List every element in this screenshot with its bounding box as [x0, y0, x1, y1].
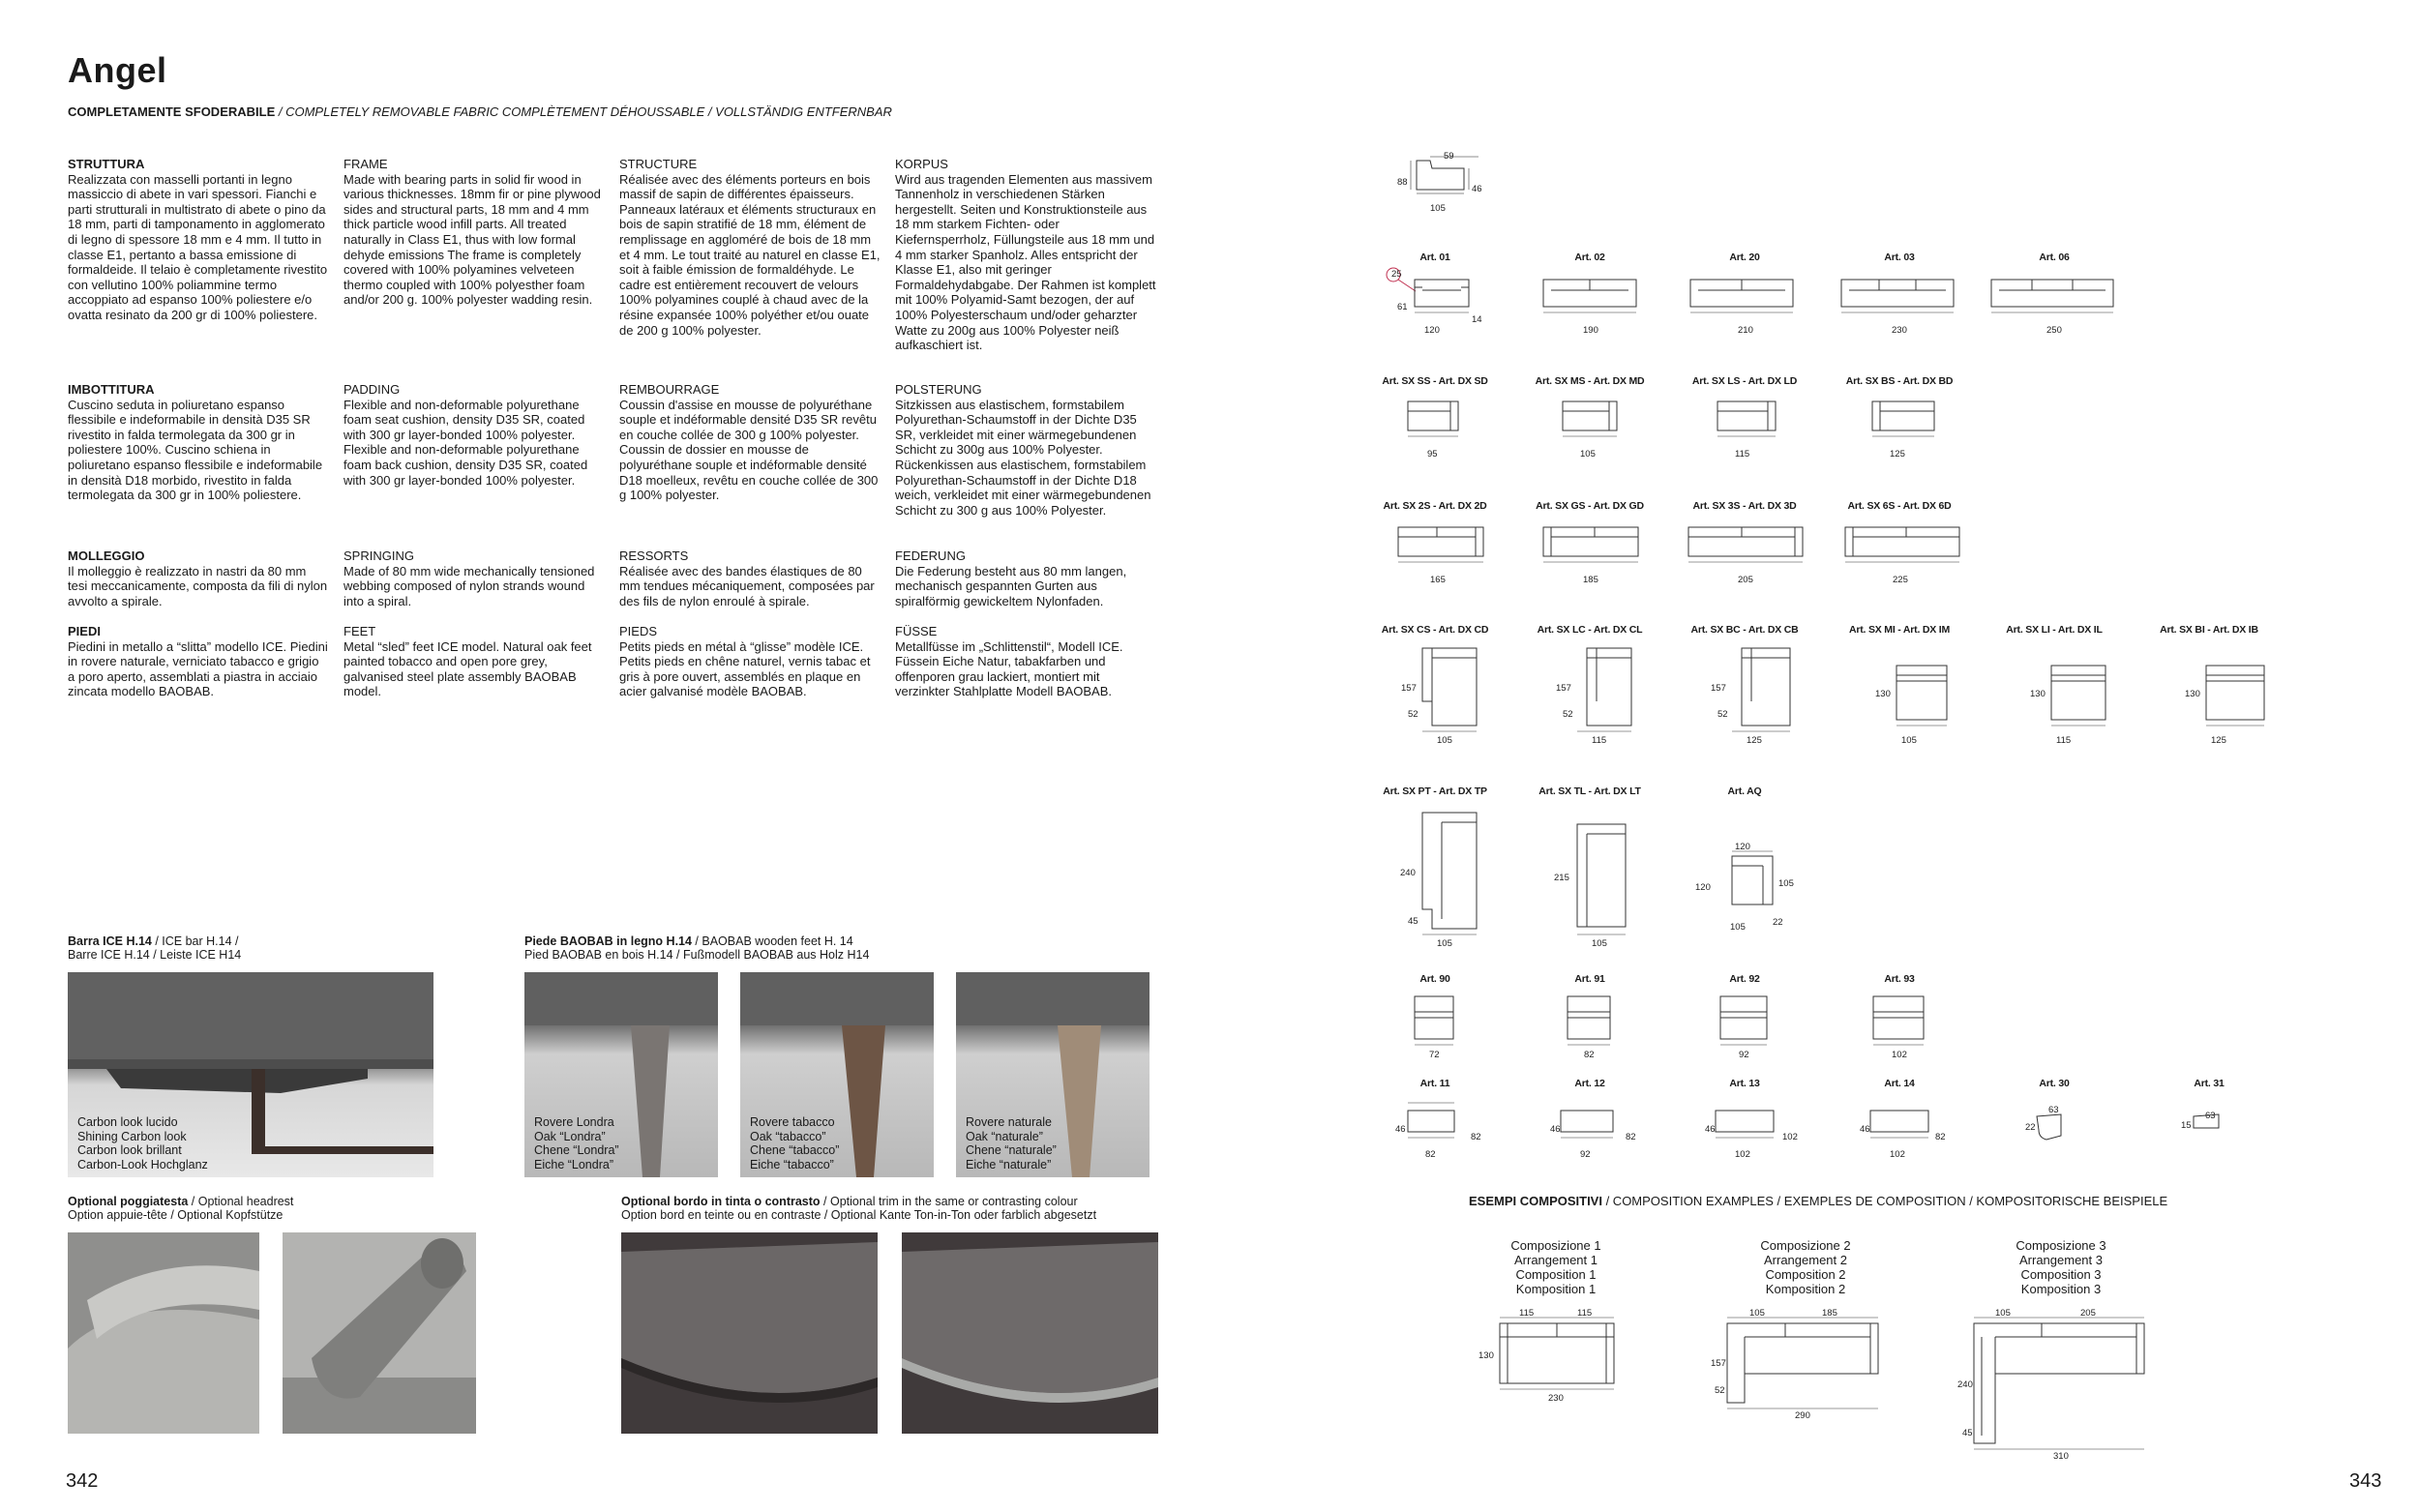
- d-row7-82b: 82: [1626, 1132, 1636, 1142]
- trim-caption-rest: / Optional trim in the same or contrasting colour: [820, 1195, 1078, 1208]
- w-art20: 210: [1738, 325, 1753, 336]
- naturale-label: [966, 1115, 1057, 1171]
- label-row4-3: Art. SX MI - Art. DX IM: [1848, 624, 1951, 636]
- row5-b-215: 215: [1554, 873, 1569, 883]
- ice-label: [77, 1115, 208, 1171]
- piedi-de: [895, 624, 1156, 699]
- s-row4-2: 52: [1717, 709, 1728, 720]
- trim-photo-1: [621, 1232, 878, 1434]
- esempi-heading-bold: ESEMPI COMPOSITIVI: [1469, 1194, 1602, 1208]
- label-row5-1: Art. SX TL - Art. DX LT: [1538, 786, 1641, 797]
- molleggio-de-heading: FEDERUNG: [895, 548, 966, 563]
- w-row2-1: 105: [1580, 449, 1596, 460]
- label-row7-4: Art. 30: [2039, 1078, 2070, 1089]
- d-row7-46a: 46: [1395, 1124, 1406, 1135]
- molleggio-it-text: Il molleggio è realizzato in nastri da 80 mm tesi meccanicamente, composta da fili di nylon avvolto a spirale.: [68, 563, 328, 608]
- imbottitura-de-heading: POLSTERUNG: [895, 382, 982, 397]
- imbottitura-it-heading: IMBOTTITURA: [68, 382, 155, 397]
- headrest-drawing-1: [68, 1232, 259, 1434]
- label-row6-2: Art. 92: [1729, 973, 1760, 985]
- ice-caption-rest: / ICE bar H.14 /: [151, 934, 239, 948]
- key-dim-14: 14: [1472, 314, 1482, 325]
- struttura-de-heading: KORPUS: [895, 157, 948, 171]
- label-row4-0: Art. SX CS - Art. DX CD: [1381, 624, 1489, 636]
- piedi-en: [343, 624, 605, 699]
- subtitle: [68, 104, 892, 119]
- row3-drawings: [1398, 527, 1979, 585]
- label-row6-1: Art. 91: [1574, 973, 1605, 985]
- comp-2-dim-1: 185: [1822, 1308, 1837, 1319]
- row5-a-45: 45: [1408, 916, 1419, 927]
- imbottitura-en-heading: PADDING: [343, 382, 401, 397]
- imbottitura-en-text: Flexible and non-deformable polyurethane foam seat cushion, density D35 SR, coated with 300 gr layer-bonded 100% polyester. Flexible and non-deformable polyurethane foam back cushion, density D35 SR, coated with 300 gr layer-bonded 100% polyester.: [343, 397, 588, 488]
- w-art06: 250: [2046, 325, 2062, 336]
- key-dim-105: 105: [1430, 203, 1446, 214]
- comp-2-line-3: Komposition 2: [1765, 1282, 1846, 1296]
- comp-1-dim-3: 230: [1548, 1393, 1564, 1404]
- naturale-foot-photo: [956, 972, 1150, 1177]
- comp-1-line-0: Composizione 1: [1510, 1238, 1601, 1253]
- w-row4-4: 115: [2056, 735, 2072, 746]
- tabacco-label: [750, 1115, 839, 1171]
- comp-2-dim-0: 105: [1749, 1308, 1765, 1319]
- label-row7-2: Art. 13: [1729, 1078, 1760, 1089]
- trim-caption-bold: Optional bordo in tinta o contrasto: [621, 1195, 821, 1208]
- molleggio-fr-heading: RESSORTS: [619, 548, 689, 563]
- imbottitura-it: [68, 382, 329, 503]
- tabacco-label-2: Chene “tabacco”: [750, 1143, 840, 1157]
- comp-1-label: [1510, 1238, 1600, 1296]
- label-art-06: Art. 06: [2039, 252, 2070, 263]
- subtitle-bold: COMPLETAMENTE SFODERABILE: [68, 104, 276, 119]
- comp-1-line-2: Composition 1: [1515, 1267, 1597, 1282]
- row5-drawings: [1422, 813, 1829, 948]
- w-art01: 120: [1424, 325, 1440, 336]
- struttura-it-text: Realizzata con masselli portanti in legno massiccio di abete in vari spessori. Fianchi e parti strutturali in multistrato di abete o pino da 18 mm, parti di tamponamento in agglomerato di legno di spessore 18 mm e 4 mm. Il tutto in classe E1, pertanto a bassa emissione di formaldeide. Il telaio è completamente rivestito con vellutino 100% poliammine termo accoppiato ad espanso 100% poliestere e/o ovatta resinato da 200 gr di 100% poliestere.: [68, 171, 328, 322]
- label-row5-0: Art. SX PT - Art. DX TP: [1383, 786, 1487, 797]
- s-row4-0: 52: [1408, 709, 1419, 720]
- londra-label-2: Chene “Londra”: [534, 1143, 619, 1157]
- tabacco-label-3: Eiche “tabacco”: [750, 1157, 834, 1171]
- w-row7-0: 82: [1425, 1149, 1436, 1160]
- londra-label-3: Eiche “Londra”: [534, 1157, 613, 1171]
- d-row7-102c: 102: [1782, 1132, 1798, 1142]
- comp-1-line-3: Komposition 1: [1515, 1282, 1597, 1296]
- molleggio-en: [343, 548, 605, 608]
- row5-b-105: 105: [1592, 938, 1607, 949]
- baobab-caption-bold: Piede BAOBAB in legno H.14: [524, 934, 692, 948]
- d-row4-4: 130: [2030, 689, 2046, 699]
- key-dim-46: 46: [1472, 184, 1482, 194]
- label-row2-1: Art. SX MS - Art. DX MD: [1535, 375, 1645, 387]
- headrest-caption-line2: Option appuie-tête / Optional Kopfstütze: [68, 1208, 284, 1222]
- label-row4-1: Art. SX LC - Art. DX CL: [1537, 624, 1643, 636]
- label-row2-2: Art. SX LS - Art. DX LD: [1691, 375, 1798, 387]
- tabacco-label-0: Rovere tabacco: [750, 1115, 835, 1129]
- imbottitura-de: [895, 382, 1156, 518]
- headrest-drawing-2: [283, 1232, 476, 1434]
- londra-label-1: Oak “Londra”: [534, 1129, 606, 1143]
- label-row2-3: Art. SX BS - Art. DX BD: [1845, 375, 1954, 387]
- piedi-it: [68, 624, 329, 699]
- row5-a-105: 105: [1437, 938, 1452, 949]
- row1-drawings: [1393, 266, 1974, 343]
- d-row7-46d: 46: [1860, 1124, 1870, 1135]
- struttura-it: [68, 157, 329, 323]
- label-row4-5: Art. SX BI - Art. DX IB: [2160, 624, 2258, 636]
- headrest-caption: [68, 1195, 293, 1222]
- molleggio-fr: [619, 548, 881, 608]
- label-row7-5: Art. 31: [2194, 1078, 2225, 1089]
- page-number-left: 342: [66, 1470, 99, 1492]
- ice-caption: [68, 934, 241, 962]
- w-row3-3: 225: [1893, 575, 1908, 585]
- naturale-label-3: Eiche “naturale”: [966, 1157, 1052, 1171]
- label-art-03: Art. 03: [1884, 252, 1915, 263]
- naturale-label-0: Rovere naturale: [966, 1115, 1052, 1129]
- piedi-fr-heading: PIEDS: [619, 624, 658, 638]
- molleggio-it: [68, 548, 329, 608]
- molleggio-fr-text: Réalisée avec des bandes élastiques de 80 mm tendues mécaniquement, composées par des fils de nylon enroulé à spirale.: [619, 563, 875, 608]
- comp-3-line-2: Composition 3: [2020, 1267, 2102, 1282]
- trim-drawing-2: [902, 1232, 1158, 1434]
- esempi-heading-rest: / COMPOSITION EXAMPLES / EXEMPLES DE COMPOSITION / KOMPOSITORISCHE BEISPIELE: [1601, 1194, 2168, 1208]
- headrest-caption-rest: / Optional headrest: [188, 1195, 294, 1208]
- arm-31-15: 15: [2181, 1120, 2192, 1131]
- arm-30-22: 22: [2025, 1122, 2036, 1133]
- ice-label-1: Shining Carbon look: [77, 1129, 187, 1143]
- row5-c-120a: 120: [1735, 842, 1750, 852]
- esempi-heading: [1469, 1194, 2167, 1208]
- row4-drawings: [1422, 648, 2313, 745]
- label-row7-3: Art. 14: [1884, 1078, 1915, 1089]
- trim-caption-line2: Option bord en teinte ou en contraste / Optional Kante Ton-in-Ton oder farblich abgesetzt: [621, 1208, 1097, 1222]
- molleggio-de-text: Die Federung besteht aus 80 mm langen, mechanisch gespannten Gurten aus spiralförmig gewickeltem Nylonfaden.: [895, 563, 1127, 608]
- key-dim-59: 59: [1444, 151, 1454, 162]
- ice-foot-photo: [68, 972, 433, 1177]
- label-row6-3: Art. 93: [1884, 973, 1915, 985]
- key-dim-61: 61: [1397, 302, 1408, 312]
- label-art-02: Art. 02: [1574, 252, 1605, 263]
- d-row7-46c: 46: [1705, 1124, 1716, 1135]
- struttura-en-text: Made with bearing parts in solid fir wood in various thicknesses. 18mm fir or pine plywood sides and structural parts, 18 mm and 4 mm thick particle wood infill parts. All treated naturally in Class E1, thus with low formal dehyde emissions The frame is completely covered with 100% polyamines velveteen thermo coupled with 100% polyesther foam and/or 200 g. 100% polyester wadding resin.: [343, 171, 601, 308]
- struttura-de: [895, 157, 1156, 353]
- ice-label-2: Carbon look brillant: [77, 1143, 182, 1157]
- imbottitura-fr-heading: REMBOURRAGE: [619, 382, 720, 397]
- piedi-de-heading: FÜSSE: [895, 624, 938, 638]
- comp-1-dim-1: 115: [1577, 1308, 1593, 1319]
- arm-30-63: 63: [2048, 1105, 2059, 1115]
- subtitle-rest: / COMPLETELY REMOVABLE FABRIC COMPLÈTEMENT DÉHOUSSABLE / VOLLSTÄNDIG ENTFERNBAR: [275, 104, 892, 119]
- w-row2-3: 125: [1890, 449, 1905, 460]
- w-row7-1: 92: [1580, 1149, 1591, 1160]
- d-row4-5: 130: [2185, 689, 2200, 699]
- w-row7-3: 102: [1890, 1149, 1905, 1160]
- row1-drawing-art06: [1991, 280, 2127, 318]
- label-row6-0: Art. 90: [1419, 973, 1450, 985]
- row6-drawings: [1413, 994, 1935, 1052]
- struttura-fr-heading: STRUCTURE: [619, 157, 698, 171]
- w-row6-0: 72: [1429, 1050, 1440, 1060]
- comp-2-line-1: Arrangement 2: [1764, 1253, 1847, 1267]
- w-row3-0: 165: [1430, 575, 1446, 585]
- w-row4-3: 105: [1901, 735, 1917, 746]
- row5-c-105a: 105: [1778, 878, 1794, 889]
- comp-3-label: [2016, 1238, 2105, 1296]
- headrest-caption-bold: Optional poggiatesta: [68, 1195, 189, 1208]
- ice-caption-line2: Barre ICE H.14 / Leiste ICE H14: [68, 948, 242, 962]
- row2-drawings: [1408, 401, 1950, 460]
- comp-2-line-2: Composition 2: [1765, 1267, 1846, 1282]
- label-row3-2: Art. SX 3S - Art. DX 3D: [1692, 500, 1797, 512]
- piedi-en-text: Metal “sled” feet ICE model. Natural oak feet painted tobacco and open pore grey, galvanised steel plate assembly BAOBAB model.: [343, 638, 592, 699]
- s-row4-1: 52: [1563, 709, 1573, 720]
- w-row6-2: 92: [1739, 1050, 1749, 1060]
- comp-1-dim-0: 115: [1519, 1308, 1535, 1319]
- w-row2-0: 95: [1427, 449, 1438, 460]
- label-row7-0: Art. 11: [1419, 1078, 1450, 1089]
- arm-31-63: 63: [2205, 1111, 2216, 1121]
- piedi-it-heading: PIEDI: [68, 624, 101, 638]
- key-section-drawing: [1411, 155, 1488, 203]
- ice-label-3: Carbon-Look Hochglanz: [77, 1157, 208, 1171]
- comp-2-drawing: [1727, 1316, 1882, 1412]
- comp-3-line-0: Composizione 3: [2016, 1238, 2106, 1253]
- row5-c-120b: 120: [1695, 882, 1711, 893]
- label-row4-4: Art. SX LI - Art. DX IL: [2006, 624, 2103, 636]
- baobab-caption: [524, 934, 869, 962]
- label-row4-2: Art. SX BC - Art. DX CB: [1690, 624, 1799, 636]
- d-row4-0: 157: [1401, 683, 1417, 694]
- label-row2-0: Art. SX SS - Art. DX SD: [1382, 375, 1488, 387]
- w-row4-0: 105: [1437, 735, 1452, 746]
- label-row3-0: Art. SX 2S - Art. DX 2D: [1383, 500, 1487, 512]
- struttura-de-text: Wird aus tragenden Elementen aus massivem Tannenholz in verschiedenen Stärken hergestellt. Seiten und Konstruktionsteile aus 18 mm starkem Fichten- oder Kiefernsperrholz, Füllungsteile aus 18 mm und 4 mm starker Spanholz. Alles entspricht der Klasse E1, also mit geringer Formaldehydabgabe. Der Rahmen ist komplett mit 100% Polyamid-Samt bezogen, der auf 100% Polyesterschaum und/oder geharzter Watte zu 200g aus 100% Polyester neiß aufkaschiert ist.: [895, 171, 1156, 353]
- comp-3-dim-1: 205: [2080, 1308, 2096, 1319]
- comp-3-dim-2: 240: [1957, 1379, 1973, 1390]
- d-row7-46b: 46: [1550, 1124, 1561, 1135]
- baobab-caption-rest: / BAOBAB wooden feet H. 14: [691, 934, 853, 948]
- label-row3-3: Art. SX 6S - Art. DX 6D: [1847, 500, 1952, 512]
- row5-c-22: 22: [1773, 917, 1783, 928]
- comp-2-dim-2: 157: [1711, 1358, 1726, 1369]
- imbottitura-fr-text: Coussin d'assise en mousse de polyuréthane souple et indéformable densité D35 SR revêtu en couche collée de 300 g 100% polyester. Coussin de dossier en mousse de polyuréthane souple et indéformable densité D18 moelleux, revêtu en couche collée de 300 g 100% polyester.: [619, 397, 879, 503]
- piedi-fr-text: Petits pieds en métal à “glisse” modèle ICE. Petits pieds en chêne naturel, vernis tabac et gris à pore ouvert, assemblés en plaque en acier galvanisé modèle BAOBAB.: [619, 638, 871, 699]
- comp-3-line-1: Arrangement 3: [2019, 1253, 2103, 1267]
- w-row4-1: 115: [1592, 735, 1607, 746]
- w-row4-5: 125: [2211, 735, 2226, 746]
- comp-1-line-1: Arrangement 1: [1514, 1253, 1598, 1267]
- tabacco-label-1: Oak “tabacco”: [750, 1129, 826, 1143]
- imbottitura-it-text: Cuscino seduta in poliuretano espanso flessibile e indeformabile in densità D35 SR rivestito in falda termolegata da 300 gr in poliestere 100%. Cuscino schiena in poliuretano espanso flessibile e indeformabile in densità D18 morbido, rivestito in falda termolegata da 300 gr in 100% poliestere.: [68, 397, 323, 503]
- comp-2-dim-4: 290: [1795, 1410, 1810, 1421]
- w-row2-2: 115: [1735, 449, 1750, 460]
- ice-caption-bold: Barra ICE H.14: [68, 934, 152, 948]
- label-row7-1: Art. 12: [1574, 1078, 1605, 1089]
- key-dim-88: 88: [1397, 177, 1408, 188]
- label-row5-2: Art. AQ: [1727, 786, 1762, 797]
- d-row7-82d: 82: [1935, 1132, 1946, 1142]
- label-row3-1: Art. SX GS - Art. DX GD: [1536, 500, 1644, 512]
- comp-3-dim-4: 310: [2053, 1451, 2069, 1462]
- page-number-right: 343: [2349, 1470, 2382, 1492]
- molleggio-en-heading: SPRINGING: [343, 548, 414, 563]
- londra-label-0: Rovere Londra: [534, 1115, 614, 1129]
- headrest-photo-1: [68, 1232, 259, 1434]
- w-row4-2: 125: [1747, 735, 1762, 746]
- molleggio-en-text: Made of 80 mm wide mechanically tensioned webbing composed of nylon strands wound into a spiral.: [343, 563, 595, 608]
- d-row4-2: 157: [1711, 683, 1726, 694]
- londra-foot-photo: [524, 972, 718, 1177]
- comp-3-dim-0: 105: [1995, 1308, 2011, 1319]
- molleggio-de: [895, 548, 1156, 608]
- w-row6-3: 102: [1892, 1050, 1907, 1060]
- comp-2-label: [1760, 1238, 1850, 1296]
- piedi-fr: [619, 624, 881, 699]
- piedi-en-heading: FEET: [343, 624, 376, 638]
- d-row7-82a: 82: [1471, 1132, 1481, 1142]
- piedi-it-text: Piedini in metallo a “slitta” modello ICE. Piedini in rovere naturale, verniciato tabacco e grigio a poro aperto, assemblati a piastra in acciaio zincata modello BAOBAB.: [68, 638, 328, 699]
- row5-c-105b: 105: [1730, 922, 1746, 933]
- naturale-label-1: Oak “naturale”: [966, 1129, 1043, 1143]
- comp-2-dim-3: 52: [1715, 1385, 1725, 1396]
- baobab-caption-line2: Pied BAOBAB en bois H.14 / Fußmodell BAOBAB aus Holz H14: [524, 948, 870, 962]
- key-dim-25: 25: [1391, 269, 1402, 280]
- w-row7-2: 102: [1735, 1149, 1750, 1160]
- d-row4-1: 157: [1556, 683, 1571, 694]
- struttura-en-heading: FRAME: [343, 157, 388, 171]
- struttura-it-heading: STRUTTURA: [68, 157, 145, 171]
- molleggio-it-heading: MOLLEGGIO: [68, 548, 145, 563]
- struttura-fr: [619, 157, 881, 338]
- w-row6-1: 82: [1584, 1050, 1595, 1060]
- struttura-en: [343, 157, 605, 308]
- trim-caption: [621, 1195, 1096, 1222]
- tabacco-foot-photo: [740, 972, 934, 1177]
- w-art03: 230: [1892, 325, 1907, 336]
- comp-2-line-0: Composizione 2: [1760, 1238, 1851, 1253]
- w-row3-1: 185: [1583, 575, 1598, 585]
- page-title: Angel: [68, 50, 167, 90]
- trim-drawing-1: [621, 1232, 878, 1434]
- comp-3-line-3: Komposition 3: [2020, 1282, 2102, 1296]
- w-row3-2: 205: [1738, 575, 1753, 585]
- w-art02: 190: [1583, 325, 1598, 336]
- imbottitura-en: [343, 382, 605, 488]
- label-art-20: Art. 20: [1729, 252, 1760, 263]
- imbottitura-fr: [619, 382, 881, 503]
- piedi-de-text: Metallfüsse im „Schlittenstil“, Modell ICE. Füssein Eiche Natur, tabakfarben und offenporen grau lackiert, montiert mit verzinkter Stahlplatte Modell BAOBAB.: [895, 638, 1123, 699]
- label-art-01: Art. 01: [1419, 252, 1450, 263]
- d-row4-3: 130: [1875, 689, 1891, 699]
- comp-1-drawing: [1500, 1316, 1616, 1393]
- comp-3-dim-3: 45: [1962, 1428, 1973, 1438]
- comp-3-drawing: [1974, 1316, 2148, 1451]
- naturale-label-2: Chene “naturale”: [966, 1143, 1057, 1157]
- imbottitura-de-text: Sitzkissen aus elastischem, formstabilem Polyurethan-Schaumstoff in der Dichte D35 SR, verkleidet mit einer wärmegebundenen Schicht zu 300g aus 100% Polyester. Rückenkissen aus elastischem, formstabilem Polyurethan-Schaumstoff in der Dichte D18 weich, verkleidet mit einer wärmegebundenen Schicht zu 300 g aus 100% Polyester.: [895, 397, 1151, 518]
- row5-a-240: 240: [1400, 868, 1416, 878]
- headrest-photo-2: [283, 1232, 476, 1434]
- comp-1-dim-2: 130: [1478, 1350, 1494, 1361]
- londra-label: [534, 1115, 619, 1171]
- ice-label-0: Carbon look lucido: [77, 1115, 178, 1129]
- struttura-fr-text: Réalisée avec des éléments porteurs en bois massif de sapin de différentes épaisseurs. Panneaux latéraux et éléments structuraux en bois de sapin stratifié de 18 mm, élément de remplissage en aggloméré de bois de 18 mm et 4 mm. Le tout traité au naturel en classe E1, soit à faible émission de formaldéhyde. Le cadre est entièrement recouvert de velours 100% polyamines couplé à chaud avec de la résine expansée 100% polyéther et/ou ouate de 200 g 100% polyester.: [619, 171, 881, 338]
- row7-drawings: [1408, 1103, 2259, 1161]
- trim-photo-2: [902, 1232, 1158, 1434]
